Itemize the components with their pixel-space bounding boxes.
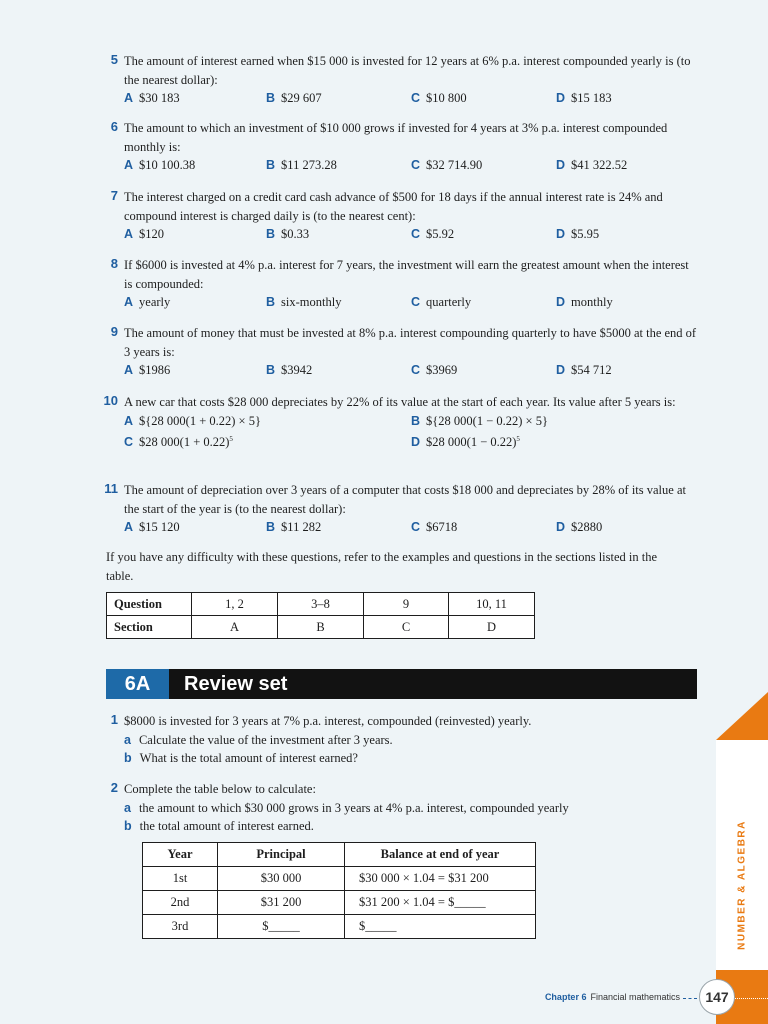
part-letter: b: [124, 751, 132, 765]
option-letter: C: [411, 227, 421, 241]
option-b[interactable]: [411, 412, 548, 431]
question-text: The amount to which an investment of $10 000 grows if invested for 4 years at 3% p.a. interest compounded monthly is:: [124, 121, 668, 154]
option-letter: B: [266, 363, 276, 377]
option-letter: B: [411, 413, 421, 428]
table-cell: 9: [364, 593, 449, 616]
option-text: $15 120: [139, 520, 180, 534]
option-b[interactable]: [266, 293, 341, 312]
question-number: 11: [104, 481, 118, 496]
option-letter: B: [266, 295, 276, 309]
option-letter: C: [411, 295, 421, 309]
review-question-1: [100, 712, 700, 768]
option-text: $120: [139, 227, 165, 241]
option-letter: C: [411, 158, 421, 172]
question-part-b: [124, 749, 700, 768]
chapter-label: Chapter 6: [544, 992, 587, 1002]
answer-options: [124, 89, 700, 108]
table-row: [107, 593, 535, 616]
part-letter: a: [124, 800, 131, 815]
option-text: ${28 000(1 − 0.22) × 5}: [426, 413, 548, 428]
option-d[interactable]: [556, 225, 599, 244]
table-cell: $30 000 × 1.04 = $31 200: [345, 867, 536, 891]
answer-options-row-1: [124, 412, 700, 431]
footer-leader-line: [735, 998, 768, 999]
table-cell: 10, 11: [449, 593, 535, 616]
question-number: 2: [110, 780, 118, 795]
footer-leader-line: [683, 998, 697, 999]
option-text: $41 322.52: [571, 158, 628, 172]
chapter-title: Financial mathematics: [590, 992, 680, 1002]
review-question-2: [100, 780, 700, 836]
option-text: ${28 000(1 + 0.22) × 5}: [139, 413, 261, 428]
option-text: $54 712: [571, 363, 612, 377]
answer-options: [124, 225, 700, 244]
option-letter: C: [411, 363, 421, 377]
part-text: Calculate the value of the investment after 3 years.: [138, 732, 393, 747]
option-letter: A: [124, 520, 134, 534]
option-text: $11 282: [281, 520, 322, 534]
option-text: $28 000(1 + 0.22): [139, 435, 230, 450]
table-cell: B: [278, 616, 364, 639]
option-b[interactable]: [266, 89, 322, 108]
section-title: Review set: [184, 673, 288, 695]
part-letter: b: [124, 819, 132, 833]
answer-options: [124, 293, 700, 312]
table-row: [143, 891, 536, 915]
question-6: [100, 119, 700, 175]
option-text: $28 000(1 − 0.22): [426, 435, 517, 450]
question-text: The interest charged on a credit card cash advance of $500 for 18 days if the annual interest rate is 24% and compound interest is charged daily is (to the nearest cent):: [124, 190, 663, 223]
table-header-row: [143, 843, 536, 867]
question-part-b: [124, 817, 700, 836]
option-text: $3969: [426, 363, 458, 377]
question-part-a: [124, 731, 700, 750]
answer-options: [124, 361, 700, 380]
option-b[interactable]: [266, 361, 312, 380]
answer-options: [124, 156, 700, 175]
question-8: [100, 256, 700, 312]
option-letter: D: [556, 227, 566, 241]
section-reference-table: [106, 592, 535, 639]
option-text: $29 607: [281, 91, 322, 105]
option-text: $10 800: [426, 91, 467, 105]
option-c[interactable]: [411, 361, 457, 380]
option-b[interactable]: [266, 518, 321, 537]
table-row: [143, 915, 536, 939]
option-text: yearly: [139, 295, 171, 309]
question-number: 6: [110, 119, 118, 134]
option-letter: A: [124, 91, 134, 105]
option-text: $5.92: [426, 227, 455, 241]
option-letter: B: [266, 158, 276, 172]
option-text: six-monthly: [281, 295, 342, 309]
option-text: $10 100.38: [139, 158, 196, 172]
option-c[interactable]: [124, 430, 233, 452]
row-header: Section: [107, 616, 192, 639]
option-text: $15 183: [571, 91, 612, 105]
question-number: 9: [110, 324, 118, 339]
question-text: The amount of interest earned when $15 000 is invested for 12 years at 6% p.a. interest compounded yearly is (to the nearest dollar):: [124, 54, 691, 87]
option-letter: D: [556, 295, 566, 309]
option-letter: A: [124, 227, 134, 241]
option-a[interactable]: [124, 518, 180, 537]
table-cell: $31 200: [218, 891, 345, 915]
table-cell: 1, 2: [192, 593, 278, 616]
question-number: 8: [110, 256, 118, 271]
question-9: [100, 324, 700, 380]
option-letter: A: [124, 363, 134, 377]
question-text: The amount of money that must be invested at 8% p.a. interest compounding quarterly to have $5000 at the end of 3 years is:: [124, 326, 697, 359]
part-text: What is the total amount of interest earned?: [139, 751, 358, 765]
column-header: Year: [143, 843, 218, 867]
option-d[interactable]: [556, 518, 602, 537]
option-text: $3942: [281, 363, 313, 377]
exponent: 5: [229, 435, 233, 443]
option-text: $2880: [571, 520, 603, 534]
option-d[interactable]: [556, 361, 612, 380]
part-text: the amount to which $30 000 grows in 3 years at 4% p.a. interest, compounded yearly: [138, 800, 569, 815]
option-letter: C: [411, 91, 421, 105]
question-part-a: [124, 799, 700, 818]
option-b[interactable]: [266, 225, 309, 244]
option-letter: D: [556, 363, 566, 377]
question-number: 1: [110, 712, 118, 727]
help-text: If you have any difficulty with these questions, refer to the examples and questions in the sections listed in the table.: [106, 550, 658, 583]
table-row: [143, 867, 536, 891]
part-text: the total amount of interest earned.: [139, 819, 314, 833]
option-d[interactable]: [556, 89, 612, 108]
option-text: $6718: [426, 520, 458, 534]
table-cell: $30 000: [218, 867, 345, 891]
column-header: Balance at end of year: [345, 843, 536, 867]
option-text: $1986: [139, 363, 171, 377]
section-badge: 6A: [106, 669, 169, 699]
corner-accent: [716, 692, 768, 740]
option-letter: D: [556, 520, 566, 534]
option-text: monthly: [571, 295, 613, 309]
question-text: A new car that costs $28 000 depreciates by 22% of its value at the start of each year. Its value after 5 years is:: [124, 395, 676, 409]
question-number: 10: [103, 393, 118, 408]
option-letter: C: [411, 520, 421, 534]
option-letter: D: [556, 91, 566, 105]
option-c[interactable]: [411, 156, 482, 175]
table-cell: A: [192, 616, 278, 639]
option-letter: D: [411, 435, 421, 450]
strand-label: NUMBER & ALGEBRA: [736, 820, 748, 950]
question-text: $8000 is invested for 3 years at 7% p.a. interest, compounded (reinvested) yearly.: [124, 714, 532, 728]
option-d[interactable]: [556, 156, 627, 175]
option-a[interactable]: [124, 361, 170, 380]
exponent: 5: [516, 435, 520, 443]
option-a[interactable]: [124, 293, 170, 312]
option-text: $30 183: [139, 91, 180, 105]
question-text: The amount of depreciation over 3 years of a computer that costs $18 000 and depreciates by 28% of its value at the start of the year is (to the nearest dollar):: [124, 483, 686, 516]
table-cell: $_____: [345, 915, 536, 939]
option-a[interactable]: [124, 225, 164, 244]
option-letter: A: [124, 158, 134, 172]
table-cell: 1st: [143, 867, 218, 891]
question-5: [100, 52, 700, 108]
question-7: [100, 188, 700, 244]
question-10: [100, 393, 700, 449]
option-b[interactable]: [266, 156, 337, 175]
row-header: Question: [107, 593, 192, 616]
balance-table: [142, 842, 536, 939]
option-text: quarterly: [426, 295, 472, 309]
answer-options-row-2: [124, 430, 700, 449]
table-cell: C: [364, 616, 449, 639]
option-letter: C: [124, 435, 134, 450]
option-c[interactable]: [411, 518, 457, 537]
question-text: If $6000 is invested at 4% p.a. interest for 7 years, the investment will earn the greatest amount when the interest is compounded:: [124, 258, 689, 291]
option-letter: A: [124, 295, 134, 309]
option-letter: B: [266, 520, 276, 534]
page-number: 147: [699, 979, 735, 1015]
option-c[interactable]: [411, 225, 454, 244]
option-d[interactable]: [556, 293, 613, 312]
option-letter: A: [124, 413, 134, 428]
option-a[interactable]: [124, 412, 261, 431]
question-number: 5: [110, 52, 118, 67]
option-text: $11 273.28: [281, 158, 337, 172]
option-text: $0.33: [281, 227, 310, 241]
option-c[interactable]: [411, 293, 471, 312]
option-letter: B: [266, 91, 276, 105]
table-cell: $31 200 × 1.04 = $_____: [345, 891, 536, 915]
option-d[interactable]: [411, 430, 520, 452]
answer-options: [124, 518, 700, 537]
option-text: $32 714.90: [426, 158, 483, 172]
page-footer: [545, 992, 680, 1002]
option-letter: B: [266, 227, 276, 241]
option-letter: D: [556, 158, 566, 172]
table-cell: 2nd: [143, 891, 218, 915]
table-row: [107, 616, 535, 639]
question-number: 7: [110, 188, 118, 203]
table-cell: 3–8: [278, 593, 364, 616]
column-header: Principal: [218, 843, 345, 867]
option-text: $5.95: [571, 227, 600, 241]
table-cell: D: [449, 616, 535, 639]
option-a[interactable]: [124, 89, 180, 108]
question-11: [100, 481, 700, 537]
option-a[interactable]: [124, 156, 195, 175]
table-cell: 3rd: [143, 915, 218, 939]
review-set-banner: [106, 669, 697, 699]
option-c[interactable]: [411, 89, 467, 108]
question-text: Complete the table below to calculate:: [124, 782, 316, 796]
table-cell: $_____: [218, 915, 345, 939]
part-letter: a: [124, 732, 131, 747]
